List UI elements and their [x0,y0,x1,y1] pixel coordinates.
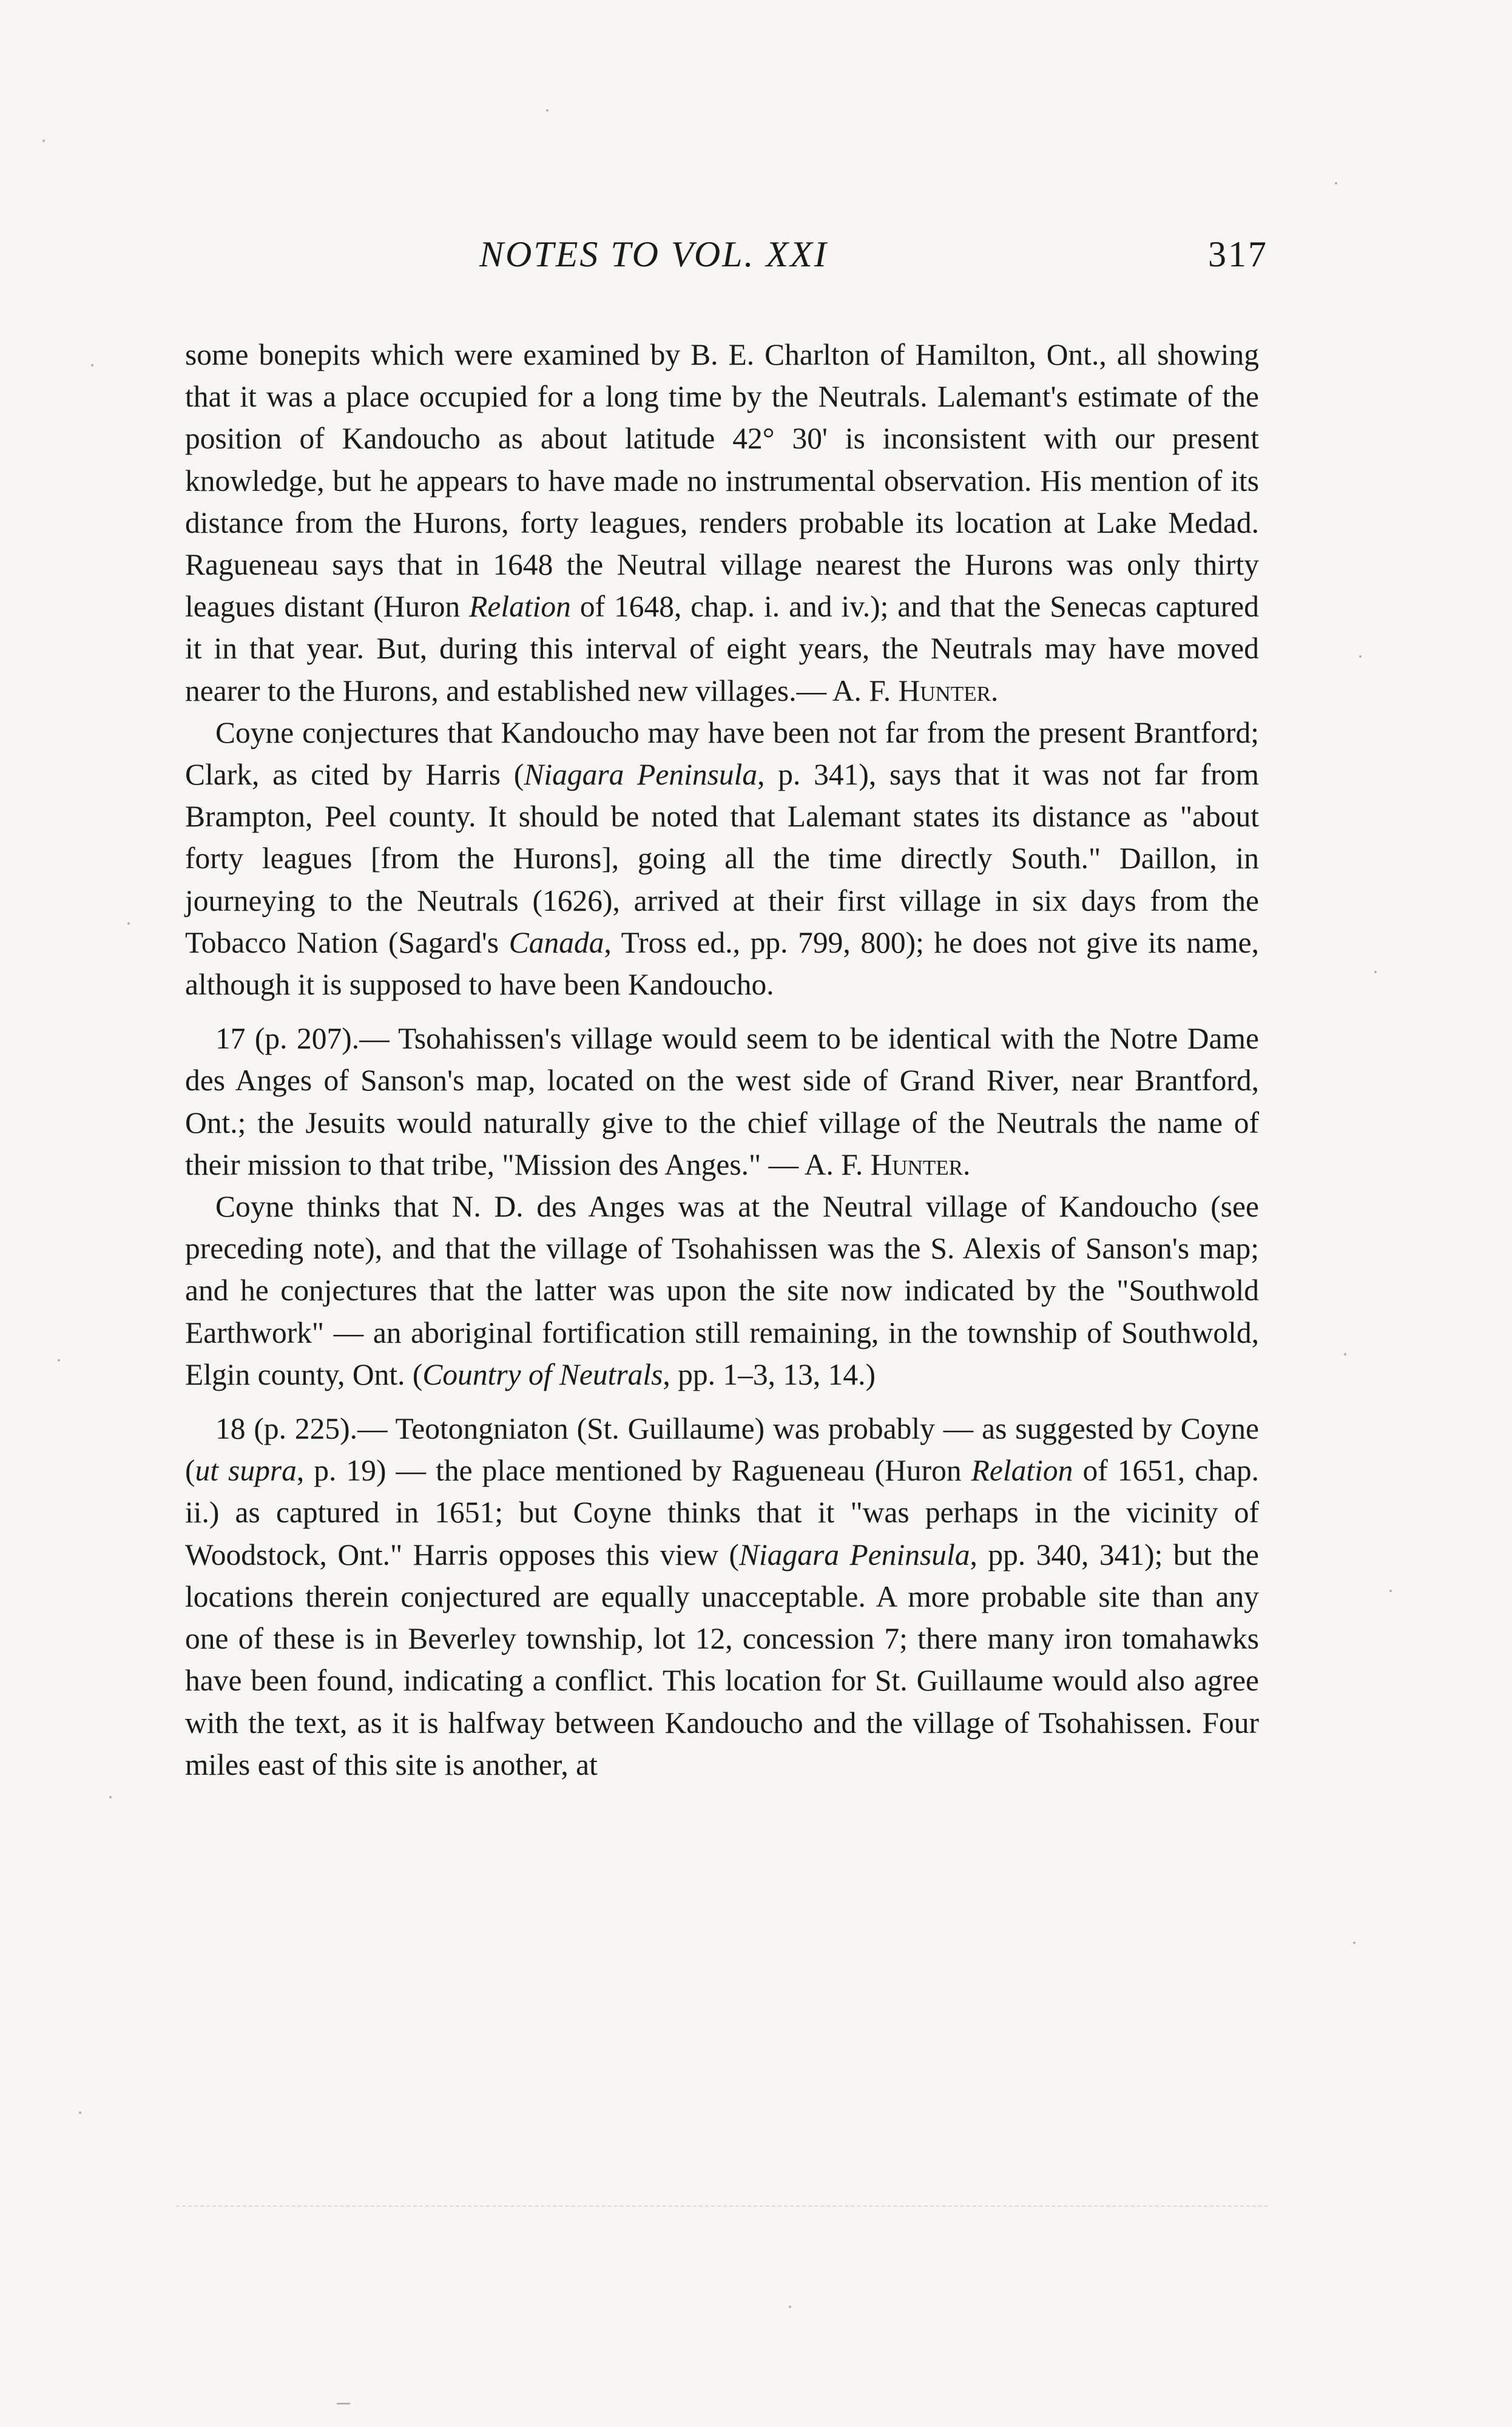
printer-mark [337,2397,350,2405]
paragraph-p3 [185,1018,1259,1186]
text-run: of 1651, chap. ii.) as captured in 1651; but Coyne thinks that it "was perhaps in the vicinity of Woodstock, Ont." Harris opposes this view ( [185,1454,1259,1571]
text-run: 17 (p. 207).— Tsohahissen's village would seem to be identical with the Notre Dame des Anges of Sanson's map, located on the west side of Grand River, near Brantford, Ont.; the Jesuits would naturally give to the chief village of the Neutrals the name of their mission to that tribe, "Mission des Anges." — A. F. [185,1022,1259,1181]
running-title: NOTES TO VOL. XXI [479,234,828,274]
scan-speck [1344,1353,1346,1355]
text-run: . [963,1147,971,1181]
text-run: Coyne thinks that N. D. des Anges was at the Neutral village of Kandoucho (see preceding note), and that the village of Tsohahissen was the S. Alexis of Sanson's map; and he conjectures that the latter was upon the site now indicated by the "Southwold Earthwork" — an aboriginal fortification still remaining, in the township of Southwold, Elgin county, Ont. ( [185,1190,1259,1391]
page-edge-smudge [176,2206,1268,2207]
text-run: , pp. 1–3, 13, 14.) [663,1357,876,1391]
italic-title: Canada [508,925,604,959]
text-run: of 1648, chap. i. and iv.); and that the Senecas captured it in that year. But, during this interval of eight years, the Neutrals may have moved nearer to the Hurons, and established new villages.— A. F. [185,590,1259,707]
italic-title: Niagara Peninsula [524,758,758,792]
scan-speck [1359,655,1362,658]
paragraph-p4 [185,1186,1259,1396]
author-signature: Hunter [898,673,991,707]
scan-speck [1335,182,1337,184]
scan-speck [91,364,93,366]
scan-speck [109,1796,112,1798]
scan-speck [58,1359,60,1362]
italic-title: Niagara Peninsula [739,1538,970,1571]
scan-speck [1353,1942,1355,1944]
text-run: . [990,673,999,707]
text-run: , Tross ed., pp. 799, 800); he does not give its name, although it is supposed to have been Kandoucho. [185,925,1259,1002]
scan-speck [546,109,548,112]
italic-title: ut supra [195,1454,297,1488]
author-signature: Hunter [870,1147,963,1181]
scan-speck [42,140,45,142]
scan-speck [789,2306,791,2308]
italic-title: Relation [469,590,571,624]
text-run: 18 (p. 225).— Teotongniaton (St. Guillaume) was probably — as suggested by Coyne ( [185,1412,1259,1488]
scan-speck [1389,1590,1392,1592]
scan-speck [1374,971,1377,973]
text-run: some bonepits which were examined by B. E. Charlton of Hamilton, Ont., all showing that it was a place occupied for a long time by the Neutrals. Lalemant's estimate of the position of Kandoucho as about latitude 42° 30' is inconsistent with our present knowledge, but he appears to have made no instrumental observation. His mention of its distance from the Hurons, forty leagues, renders probable its location at Lake Medad. Ragueneau says that in 1648 the Neutral village nearest the Hurons was only thirty leagues distant (Huron [185,338,1259,624]
scan-speck [79,2111,81,2114]
paragraph-p1 [185,334,1259,712]
text-run: , pp. 340, 341); but the locations therein conjectured are equally unacceptable. A more probable site than any one of these is in Beverley township, lot 12, concession 7; there many iron tomahawks have been found, indicating a conflict. This location for St. Guillaume would also agree with the text, as it is halfway between Kandoucho and the village of Tsohahissen. Four miles east of this site is another, at [185,1538,1260,1781]
paragraph-p5 [185,1408,1259,1786]
page-number: 317 [1208,234,1268,274]
scan-speck [127,922,130,925]
notes-body [185,334,1259,1786]
text-run: , p. 19) — the place mentioned by Ragueneau (Huron [296,1454,971,1488]
text-run: , p. 341), says that it was not far from Brampton, Peel county. It should be noted that Lalemant states its distance as "about forty leagues [from the Hurons], going all the time directly South." Daillon, in journeying to the Neutrals (1626), arrived at their first village in six days from the Tobacco Nation (Sagard's [185,758,1259,959]
paragraph-p2 [185,712,1259,1005]
running-head [182,234,1268,282]
italic-title: Relation [971,1454,1073,1488]
text-run: Coyne conjectures that Kandoucho may have been not far from the present Brantford; Clark, as cited by Harris ( [185,715,1259,792]
italic-title: Country of Neutrals [422,1357,663,1391]
